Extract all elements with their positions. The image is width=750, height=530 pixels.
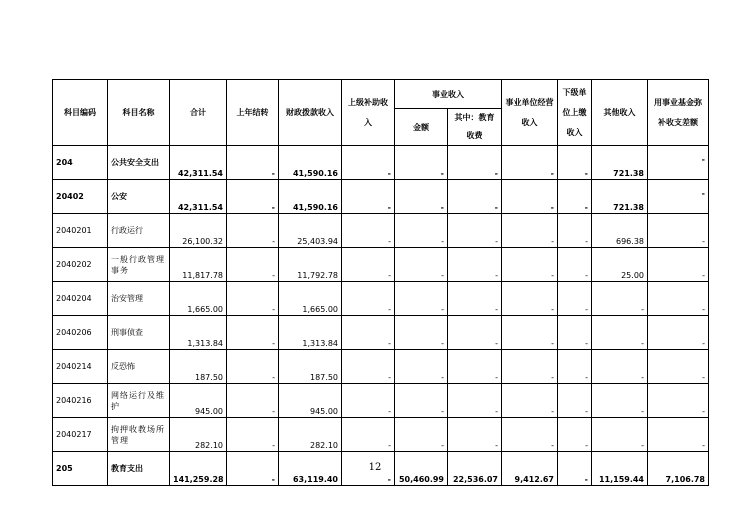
cell-code: 2040201 — [53, 214, 108, 248]
cell-total: 1,313.84 — [170, 316, 227, 350]
cell-fiscal: 1,665.00 — [279, 282, 342, 316]
cell-biz-edu: - — [448, 248, 502, 282]
cell-operating: - — [502, 146, 558, 180]
cell-total: 26,100.32 — [170, 214, 227, 248]
cell-biz-amount: - — [395, 418, 448, 452]
cell-biz-edu: - — [448, 418, 502, 452]
table-row — [53, 146, 709, 180]
table-row — [53, 384, 709, 418]
cell-code: 2040202 — [53, 248, 108, 282]
cell-biz-edu: - — [448, 180, 502, 214]
cell-total: 42,311.54 — [170, 180, 227, 214]
cell-biz-edu: - — [448, 316, 502, 350]
cell-total: 42,311.54 — [170, 146, 227, 180]
table-row — [53, 418, 709, 452]
cell-fund: - — [648, 180, 709, 214]
cell-name: 治安管理 — [108, 282, 170, 316]
cell-name: 公安 — [108, 180, 170, 214]
cell-biz-edu: - — [448, 282, 502, 316]
cell-lower: - — [558, 418, 592, 452]
header-fund-balance: 用事业基金弥补收支差额 — [648, 80, 709, 146]
cell-lower: - — [558, 248, 592, 282]
cell-code: 205 — [53, 452, 108, 486]
cell-other: - — [592, 418, 648, 452]
cell-total: 187.50 — [170, 350, 227, 384]
header-upper-subsidy: 上级补助收入 — [342, 80, 395, 146]
cell-lower: - — [558, 180, 592, 214]
table-row — [53, 214, 709, 248]
table-body — [53, 146, 709, 486]
cell-other: - — [592, 316, 648, 350]
cell-upper: - — [342, 146, 395, 180]
cell-upper: - — [342, 248, 395, 282]
cell-operating: - — [502, 418, 558, 452]
header-carryover: 上年结转 — [227, 80, 279, 146]
header-name: 科目名称 — [108, 80, 170, 146]
cell-name: 一般行政管理事务 — [108, 248, 170, 282]
header-code: 科目编码 — [53, 80, 108, 146]
cell-code: 2040216 — [53, 384, 108, 418]
cell-lower: - — [558, 452, 592, 486]
cell-biz-edu: 22,536.07 — [448, 452, 502, 486]
cell-fiscal: 63,119.40 — [279, 452, 342, 486]
cell-code: 2040217 — [53, 418, 108, 452]
cell-lower: - — [558, 350, 592, 384]
cell-name: 刑事侦查 — [108, 316, 170, 350]
cell-name: 行政运行 — [108, 214, 170, 248]
cell-code: 2040214 — [53, 350, 108, 384]
cell-carryover: - — [227, 316, 279, 350]
cell-biz-edu: - — [448, 350, 502, 384]
cell-fund: - — [648, 418, 709, 452]
cell-other: - — [592, 384, 648, 418]
header-total: 合计 — [170, 80, 227, 146]
cell-upper: - — [342, 350, 395, 384]
cell-fund: - — [648, 350, 709, 384]
cell-carryover: - — [227, 350, 279, 384]
cell-biz-amount: - — [395, 282, 448, 316]
cell-upper: - — [342, 282, 395, 316]
cell-code: 204 — [53, 146, 108, 180]
cell-upper: - — [342, 452, 395, 486]
cell-name: 公共安全支出 — [108, 146, 170, 180]
cell-upper: - — [342, 316, 395, 350]
cell-fiscal: 945.00 — [279, 384, 342, 418]
cell-upper: - — [342, 180, 395, 214]
cell-lower: - — [558, 384, 592, 418]
cell-carryover: - — [227, 248, 279, 282]
cell-operating: - — [502, 316, 558, 350]
cell-total: 141,259.28 — [170, 452, 227, 486]
cell-fund: - — [648, 316, 709, 350]
cell-fund: - — [648, 282, 709, 316]
cell-fund: - — [648, 214, 709, 248]
cell-carryover: - — [227, 180, 279, 214]
cell-operating: - — [502, 248, 558, 282]
cell-fiscal: 187.50 — [279, 350, 342, 384]
cell-biz-amount: - — [395, 350, 448, 384]
table-header — [53, 80, 709, 146]
cell-fiscal: 41,590.16 — [279, 146, 342, 180]
cell-biz-amount: - — [395, 316, 448, 350]
cell-operating: - — [502, 350, 558, 384]
cell-other: 721.38 — [592, 180, 648, 214]
cell-carryover: - — [227, 418, 279, 452]
cell-code: 2040206 — [53, 316, 108, 350]
cell-lower: - — [558, 146, 592, 180]
cell-other: 696.38 — [592, 214, 648, 248]
table-row — [53, 180, 709, 214]
header-other: 其他收入 — [592, 80, 648, 146]
cell-fiscal: 11,792.78 — [279, 248, 342, 282]
cell-operating: - — [502, 214, 558, 248]
cell-name: 拘押收教场所管理 — [108, 418, 170, 452]
cell-operating: - — [502, 282, 558, 316]
cell-carryover: - — [227, 282, 279, 316]
cell-fund: - — [648, 248, 709, 282]
cell-other: - — [592, 350, 648, 384]
cell-total: 282.10 — [170, 418, 227, 452]
cell-biz-edu: - — [448, 214, 502, 248]
cell-name: 教育支出 — [108, 452, 170, 486]
table-row — [53, 248, 709, 282]
cell-lower: - — [558, 316, 592, 350]
cell-name: 网络运行及维护 — [108, 384, 170, 418]
cell-lower: - — [558, 282, 592, 316]
cell-fiscal: 1,313.84 — [279, 316, 342, 350]
cell-total: 1,665.00 — [170, 282, 227, 316]
header-business-amount: 金额 — [395, 109, 448, 146]
cell-code: 2040204 — [53, 282, 108, 316]
cell-fund: - — [648, 384, 709, 418]
header-business-edu-fee: 其中：教育收费 — [448, 109, 502, 146]
cell-biz-amount: - — [395, 214, 448, 248]
cell-lower: - — [558, 214, 592, 248]
cell-fiscal: 282.10 — [279, 418, 342, 452]
cell-operating: 9,412.67 — [502, 452, 558, 486]
cell-carryover: - — [227, 384, 279, 418]
cell-upper: - — [342, 384, 395, 418]
cell-fund: 7,106.78 — [648, 452, 709, 486]
cell-code: 20402 — [53, 180, 108, 214]
cell-biz-amount: - — [395, 248, 448, 282]
cell-other: - — [592, 282, 648, 316]
cell-name: 反恐怖 — [108, 350, 170, 384]
cell-carryover: - — [227, 214, 279, 248]
cell-other: 25.00 — [592, 248, 648, 282]
cell-total: 945.00 — [170, 384, 227, 418]
cell-biz-edu: - — [448, 146, 502, 180]
cell-biz-amount: - — [395, 180, 448, 214]
cell-operating: - — [502, 384, 558, 418]
cell-other: 721.38 — [592, 146, 648, 180]
cell-upper: - — [342, 418, 395, 452]
cell-biz-amount: - — [395, 384, 448, 418]
cell-operating: - — [502, 180, 558, 214]
header-fiscal: 财政拨款收入 — [279, 80, 342, 146]
table-row — [53, 316, 709, 350]
cell-biz-edu: - — [448, 384, 502, 418]
cell-biz-amount: - — [395, 146, 448, 180]
cell-carryover: - — [227, 146, 279, 180]
cell-fiscal: 41,590.16 — [279, 180, 342, 214]
table-row — [53, 350, 709, 384]
cell-total: 11,817.78 — [170, 248, 227, 282]
cell-fiscal: 25,403.94 — [279, 214, 342, 248]
table-row — [53, 282, 709, 316]
header-lower-turnover: 下级单位上缴收入 — [558, 80, 592, 146]
header-business-income: 事业收入 — [395, 80, 502, 109]
cell-other: 11,159.44 — [592, 452, 648, 486]
cell-upper: - — [342, 214, 395, 248]
cell-carryover: - — [227, 452, 279, 486]
expenditure-income-table — [52, 79, 709, 486]
cell-biz-amount: 50,460.99 — [395, 452, 448, 486]
header-operating: 事业单位经营收入 — [502, 80, 558, 146]
page-number: 12 — [368, 462, 382, 473]
cell-fund: - — [648, 146, 709, 180]
